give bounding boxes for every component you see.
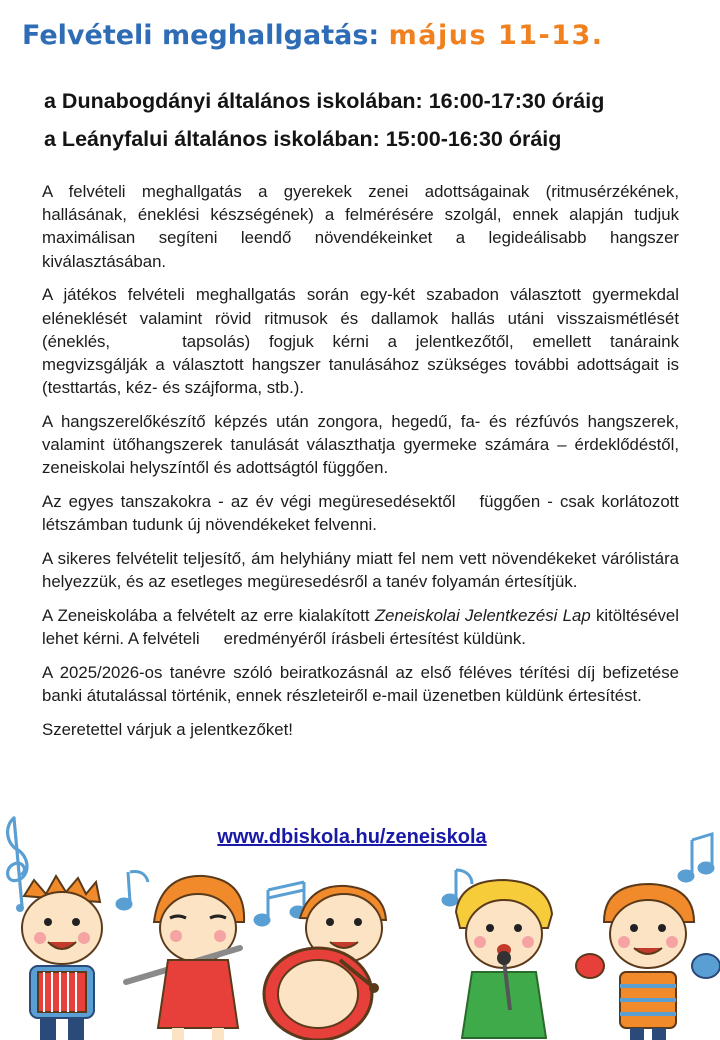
paragraph-purpose: A felvételi meghallgatás a gyerekek zenei adottságainak (ritmusérzékének, hallásának, éneklési készségének) a felmérésére szolgál, ennek alapján tudjuk maximálisan segíteni leendő növendékeinket a legideálisabb hangszer kiválasztásában. <box>42 182 679 271</box>
schedule-leanyfalu: a Leányfalui általános iskolában: 15:00-16:30 óráig <box>44 127 562 151</box>
paragraph-closing: Szeretettel várjuk a jelentkezőket! <box>42 720 293 740</box>
paragraph-instruments: A hangszerelőkészítő képzés után zongora, hegedű, fa- és rézfúvós hangszerek, valamint ütőhangszerek tanulását választhatja gyermeke számára – érdeklődéstől, zeneiskolai helyszíntől és adottságtól függően. <box>42 412 679 478</box>
child-flute <box>126 876 244 1040</box>
paragraph-capacity-part1: Az egyes tanszakokra - az év végi megüresedésektől <box>42 492 456 512</box>
website-link[interactable]: www.dbiskola.hu/zeneiskola <box>217 826 487 848</box>
paragraph-process-part1: A játékos felvételi meghallgatás során egy-két szabadon választott gyermekdal eléneklését valamint rövid ritmusok és dallamok hallás utáni visszaismétlését (éneklés, <box>42 285 679 351</box>
paragraph-application <box>42 604 679 650</box>
paragraph-waitlist: A sikeres felvételit teljesítő, ám helyhiány miatt fel nem vett növendékeket várólistára helyezzük, és az esetleges megüresedésről a tanév folyamán értesítjük. <box>42 549 679 592</box>
title-dates: május 11-13. <box>388 20 604 51</box>
paragraph-payment: A 2025/2026-os tanévre szóló beiratkozásnál az első féléves térítési díj befizetése banki átutalással történik, ennek részleteiről e-mail üzenetben küldünk értesítést. <box>42 663 679 706</box>
paragraph-capacity <box>42 490 679 536</box>
body-text <box>42 180 679 752</box>
child-drum <box>264 886 386 1040</box>
title-main: Felvételi meghallgatás: <box>22 20 380 51</box>
form-name: Zeneiskolai Jelentkezési Lap <box>374 606 591 626</box>
paragraph-application-part3: eredményéről írásbeli értesítést küldünk. <box>223 629 526 649</box>
paragraph-process-part2: tapsolás) fogjuk kérni a jelentkezőtől, emellett tanáraink megvizsgálják a választott hangszer tanulásához szükséges további adottságait is (testtartás, kéz- és szájforma, stb.). <box>42 331 679 398</box>
music-note-icon <box>255 882 305 925</box>
paragraph-process <box>42 283 679 399</box>
schedule-dunabogdany: a Dunabogdányi általános iskolában: 16:00-17:30 óráig <box>44 89 605 113</box>
music-note-icon <box>117 871 148 909</box>
child-microphone <box>456 880 552 1038</box>
paragraph-capacity-part2: függően - csak korlátozott létszámban tudunk új növendékeket felvenni. <box>42 492 679 535</box>
child-maracas <box>576 884 720 1040</box>
paragraph-application-part2: kitöltésével lehet kérni. A felvételi <box>42 606 679 649</box>
page-title <box>22 18 604 54</box>
paragraph-application-part1: A Zeneiskolába a felvételt az erre kialakított <box>42 606 370 626</box>
child-accordion <box>22 876 102 1040</box>
